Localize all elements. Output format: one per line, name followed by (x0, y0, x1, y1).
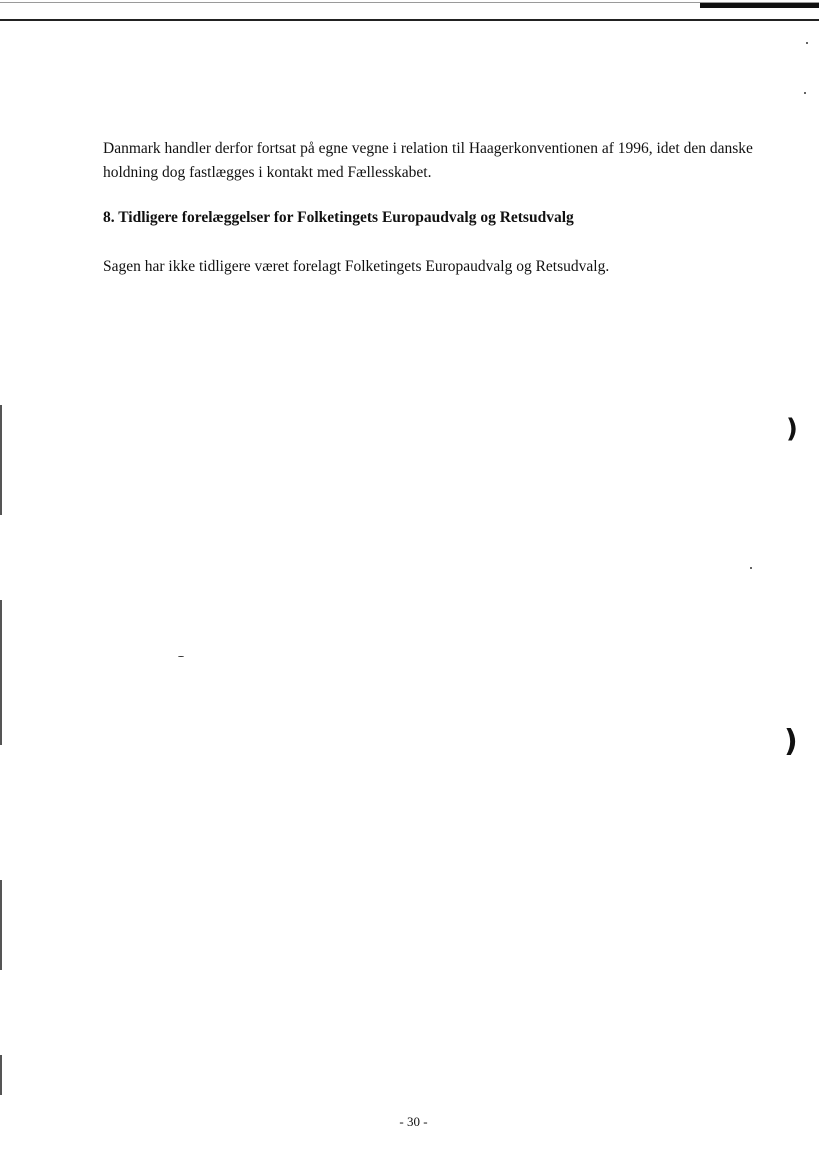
scan-speck (804, 92, 806, 94)
scan-top-line (700, 3, 819, 8)
scan-left-edge (0, 600, 2, 745)
scan-top-line (0, 19, 819, 21)
scan-speck (178, 656, 184, 657)
body-paragraph: Sagen har ikke tidligere været forelagt Folketingets Europaudvalg og Retsudvalg. (103, 258, 610, 275)
punch-hole-icon: ) (784, 724, 798, 759)
scan-left-edge (0, 1055, 2, 1095)
scan-top-line (0, 2, 819, 3)
scan-left-edge (0, 880, 2, 970)
punch-hole-icon: ) (786, 414, 798, 444)
scan-speck (750, 567, 752, 569)
scan-speck (806, 42, 808, 44)
section-heading: 8. Tidligere forelæggelser for Folketingets Europaudvalg og Retsudvalg (103, 209, 574, 226)
body-paragraph: Danmark handler derfor fortsat på egne vegne i relation til Haagerkonventionen af 1996, idet den danske holdning dog fastlægges i kontakt med Fællesskabet. (103, 140, 753, 181)
scan-left-edge (0, 405, 2, 515)
page-number: - 30 - (399, 1114, 428, 1129)
